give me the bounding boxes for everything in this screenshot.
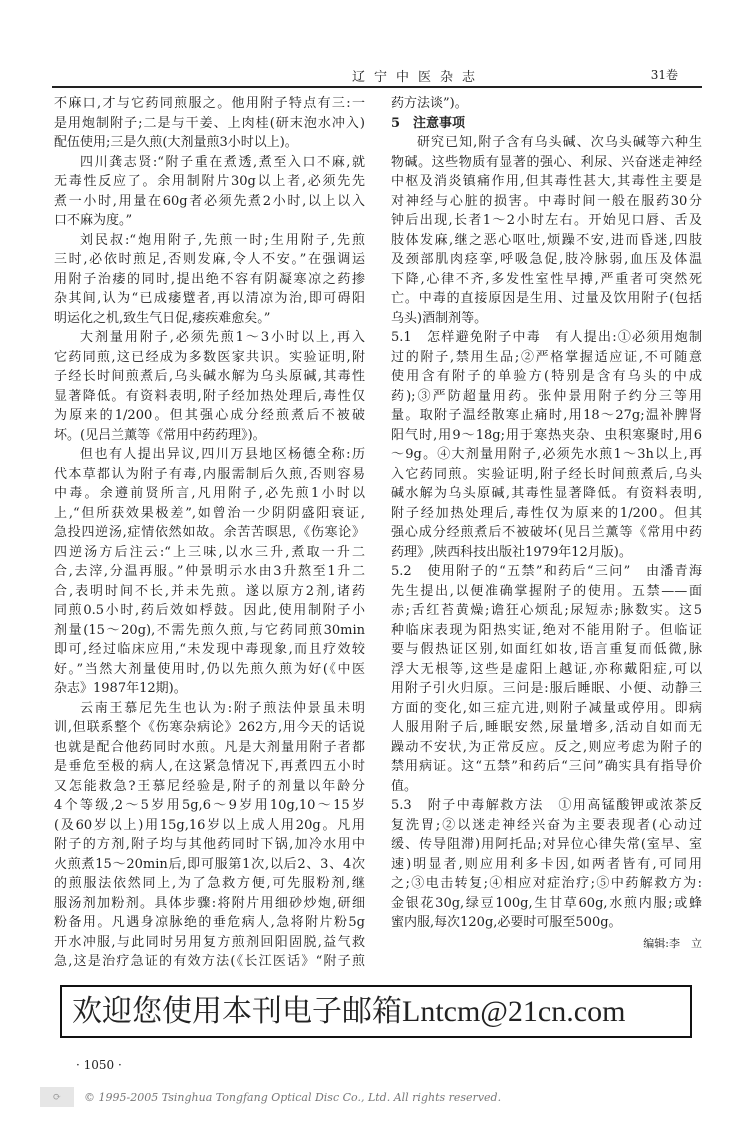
text-line: 物碱。这些物质有显著的强心、利尿、兴奋迷走神经 <box>391 154 702 170</box>
text-line: 5.3 附子中毒解救方法 ①用高锰酸钾或浓茶反 <box>391 798 702 813</box>
publisher-logo-icon: ⟳ <box>40 1087 74 1107</box>
text-line: 用附子引火归原。三问是:服后睡眠、小便、动静三 <box>391 681 702 696</box>
text-line: 量。取附子温经散寒止痛时,用18～27g;温补脾肾 <box>391 408 702 423</box>
text-line: 合,去滓,分温再服。”仲景明示水由3升熬至1升二 <box>54 564 365 579</box>
text-line: 亡。中毒的直接原因是生用、过量及饮用附子(包括 <box>391 291 702 306</box>
text-line: 对神经与心脏的损害。中毒时间一般在服药30分 <box>391 193 702 209</box>
text-line: 种临床表现为阳热实证,绝对不能用附子。但临证 <box>391 622 702 638</box>
text-line: 复洗胃;②以迷走神经兴奋为主要表现者(心动过 <box>391 817 702 833</box>
paragraph <box>391 133 702 328</box>
text-line: 代本草都认为附子有毒,内服需制后久煎,否则容易 <box>54 466 365 482</box>
text-line: 同煎0.5小时,药后效如桴鼓。因此,使用制附子小 <box>54 603 365 618</box>
text-line: 火煎煮15～20min后,即可服第1次,以后2、3、4次 <box>54 856 365 872</box>
text-line: 药方法谈”)。 <box>391 96 468 111</box>
text-line: 药);③严防超量用药。张仲景用附子约分三等用 <box>391 388 702 404</box>
text-line: 过的附子,禁用生品;②严格掌握适应证,不可随意 <box>391 349 702 365</box>
volume-label: 31卷 <box>650 68 678 82</box>
text-line: 方面的变化,如三症亢进,则附子减量或停用。即病 <box>391 700 702 716</box>
paragraph <box>54 153 365 231</box>
text-line: 但也有人提出异议,四川万县地区杨德全称:历 <box>80 447 365 462</box>
text-line: 附子经加热处理后,毒性仅为原来的1/200。但其 <box>391 505 702 521</box>
text-line: 云南王慕尼先生也认为:附子煎法仲景虽未明 <box>80 700 365 716</box>
text-line: 三时,必依时煎足,否则发麻,令人不安。”在强调运 <box>54 252 365 267</box>
text-line: 刘民叔:“炮用附子,先煎一时;生用附子,先煎 <box>80 232 365 248</box>
paragraph <box>54 445 365 699</box>
paragraph <box>391 796 702 933</box>
paragraph <box>54 328 365 445</box>
text-line: 强心成分经煎煮后不被破坏(见吕兰薰等《常用中药 <box>391 525 702 540</box>
text-line: 先生提出,以便准确掌握附子的使用。五禁——面 <box>391 583 702 599</box>
running-header <box>52 64 702 88</box>
text-line: 中枢及消炎镇痛作用,但其毒性甚大,其毒性主要是 <box>391 174 702 189</box>
copyright-text: © 1995-2005 Tsinghua Tongfang Optical Disc Co., Ltd. All rights reserved. <box>84 1090 502 1104</box>
text-line: 钟后出现,长者1～2小时左右。开始见口唇、舌及 <box>391 213 702 228</box>
text-line: 即可,经过临床应用,“未发现中毒现象,而且疗效较 <box>54 642 365 657</box>
text-line: 无毒性反应了。余用制附片30g以上者,必须先先 <box>54 174 365 189</box>
text-line: 乌头)酒制剂等。 <box>391 310 488 326</box>
text-line: 5.1 怎样避免附子中毒 有人提出:①必须用炮制 <box>391 330 702 345</box>
text-line: 好。”当然大剂量使用时,仍以先煎久煎为好(《中医 <box>54 661 365 677</box>
paragraph <box>54 699 365 972</box>
text-line: 四逆汤方后注云:“上三味,以水三升,煮取一升二 <box>54 544 365 560</box>
text-line: 速)明显者,则应用利多卡因,如两者皆有,可同用 <box>391 856 702 872</box>
text-line: 浮大无根等,这些是虚阳上越证,亦称戴阳症,可以 <box>391 661 702 677</box>
text-line: 躁动不安状,为正常反应。反之,则应考虑为附子的 <box>391 739 702 755</box>
text-line: 肢体发麻,继之恶心呕吐,烦躁不安,进而昏迷,四肢 <box>391 232 702 248</box>
text-line: 也就是配合他药同时水煎。凡是大剂量用附子者都 <box>54 739 365 755</box>
right-column <box>391 94 702 955</box>
text-line: 训,但联系整个《伤寒杂病论》262方,用今天的话说 <box>54 720 365 735</box>
text-line: 急投四逆汤,症情依然如故。余苦苦暝思,《伤寒论》 <box>54 525 365 540</box>
section-heading <box>391 114 702 134</box>
text-line: 是用炮制附子;二是与干姜、上肉桂(研末泡水冲入) <box>54 115 365 131</box>
text-line: 粉备用。凡遇身凉脉绝的垂危病人,急将附片粉5g <box>54 915 365 930</box>
text-line: ～9g。④大剂量用附子,必须先水煎1～3h以上,再 <box>391 447 702 462</box>
text-line: 杂志》1987年12期)。 <box>54 681 187 696</box>
text-line: 急,这是治疗急证的有效方法(《长江医话》“附子煎 <box>54 954 365 969</box>
text-line: 附子的方剂,附子均与其他药同时下锅,加冷水用中 <box>54 837 365 852</box>
text-line: 使用含有附子的单验方(特别是含有乌头的中成 <box>391 369 702 384</box>
text-line: 用附子治痿的同时,提出绝不容有阴凝寒凉之药掺 <box>54 271 365 287</box>
text-line: 赤;舌红苔黄燥;谵狂心烦乱;尿短赤;脉数实。这5 <box>391 603 702 618</box>
copyright-footer <box>40 1087 501 1107</box>
text-line: 又怎能救急?王慕尼经验是,附子的剂量以年龄分 <box>54 778 365 794</box>
text-line: 蜜内服,每次120g,必要时可服至500g。 <box>391 915 622 930</box>
text-line: 药理》,陕西科技出版社1979年12月版)。 <box>391 544 632 560</box>
text-line: 禁用病证。这“五禁”和药后“三问”确实具有指导价 <box>391 759 702 774</box>
text-line: 服汤剂加粉剂。具体步骤:将附片用细砂炒炮,研细 <box>54 895 365 911</box>
text-line: 剂量(15～20g),不需先煎久煎,与它药同煎30min <box>54 622 365 638</box>
text-line: 要与假热证区别,如面红如妆,语言重复而低微,脉 <box>391 642 702 657</box>
journal-title: 辽宁中医杂志 <box>352 70 485 85</box>
text-line: (及60岁以上)用15g,16岁以上成人用20g。凡用 <box>54 817 365 833</box>
text-line: 配伍使用;三是久煎(大剂量煎3小时以上)。 <box>54 135 298 150</box>
text-line: 碱水解为乌头原碱,其毒性显著降低。有资料表明, <box>391 486 702 501</box>
text-line: 是垂危至极的病人,在这紧急情况下,再煮四五小时 <box>54 759 365 774</box>
text-line: 口不麻为度。” <box>54 213 133 228</box>
paragraph <box>391 562 702 796</box>
text-line: 5 注意事项 <box>391 115 466 131</box>
text-line: 人服用附子后,睡眠安然,尿量增多,活动自如而无 <box>391 720 702 735</box>
text-line: 显著降低。有资料表明,附子经加热处理后,毒性仅 <box>54 388 365 404</box>
text-line: 的煎服法依然同上,为了急救方便,可先服粉剂,继 <box>54 876 365 891</box>
paragraph <box>391 328 702 562</box>
editor-credit: 编辑:李 立 <box>643 936 702 950</box>
text-line: 四川龚志贤:“附子重在煮透,煮至入口不麻,就 <box>80 154 365 170</box>
text-line: 杂其间,认为“已成痿躄者,再以清凉为治,即可碍阳 <box>54 291 365 306</box>
text-line: 上,“但所获效果极差”,如曾治一少阴阴盛阳衰证, <box>54 505 365 521</box>
text-line: 之;③电击转复;④相应对症治疗;⑤中药解救方为: <box>391 876 702 891</box>
text-line: 中毒。余遵前贤所言,凡用附子,必先煎1小时以 <box>54 486 365 501</box>
text-line: 缓、传导阻滞)用阿托品;对异位心律失常(室早、室 <box>391 837 702 852</box>
text-line: 及颈部肌肉痉挛,呼吸急促,肢冷脉弱,血压及体温 <box>391 252 702 267</box>
page-number: · 1050 · <box>76 1058 122 1072</box>
paragraph <box>54 94 365 153</box>
text-line: 子经长时间煎煮后,乌头碱水解为乌头原碱,其毒性 <box>54 369 365 384</box>
text-line: 明运化之机,致生气日促,痿疾难愈矣。” <box>54 310 271 326</box>
text-line: 下降,心律不齐,多发性室性早搏,严重者可突然死 <box>391 271 702 287</box>
text-line: 为原来的1/200。但其强心成分经煎煮后不被破 <box>54 408 365 423</box>
text-line: 值。 <box>391 778 418 794</box>
text-line: 入它药同煎。实验证明,附子经长时间煎煮后,乌头 <box>391 466 702 482</box>
text-line: 研究已知,附子含有乌头碱、次乌头碱等六种生 <box>417 135 702 150</box>
text-line: 它药同煎,这已经成为多数医家共识。实验证明,附 <box>54 349 365 365</box>
text-line: 坏。(见吕兰薰等《常用中药药理》)。 <box>54 427 266 443</box>
text-line: 开水冲服,与此同时另用复方煎剂回阳固脱,益气救 <box>54 934 365 950</box>
text-line: 阳气时,用9～18g;用于寒热夹杂、虫积寒聚时,用6 <box>391 427 702 443</box>
text-line: 5.2 使用附子的“五禁”和药后“三问” 由潘青海 <box>391 564 702 579</box>
text-line: 煮一小时,用量在60g者必须先煮2小时,以上以入 <box>54 193 365 209</box>
paragraph <box>391 94 702 114</box>
paragraph <box>54 231 365 329</box>
text-line: 4个等级,2～5岁用5g,6～9岁用10g,10～15岁 <box>54 798 365 813</box>
text-line: 不麻口,才与它药同煎服之。他用附子特点有三:一 <box>54 96 365 111</box>
text-line: 金银花30g,绿豆100g,生甘草60g,水煎内服;或蜂 <box>391 895 702 911</box>
text-line: 大剂量用附子,必须先煎1～3小时以上,再入 <box>80 330 365 345</box>
email-banner: 欢迎您使用本刊电子邮箱Lntcm@21cn.com <box>60 985 692 1038</box>
text-line: 合,表明时间不长,并未先煎。遂以原方2剂,诸药 <box>54 583 365 599</box>
left-column <box>54 94 365 972</box>
